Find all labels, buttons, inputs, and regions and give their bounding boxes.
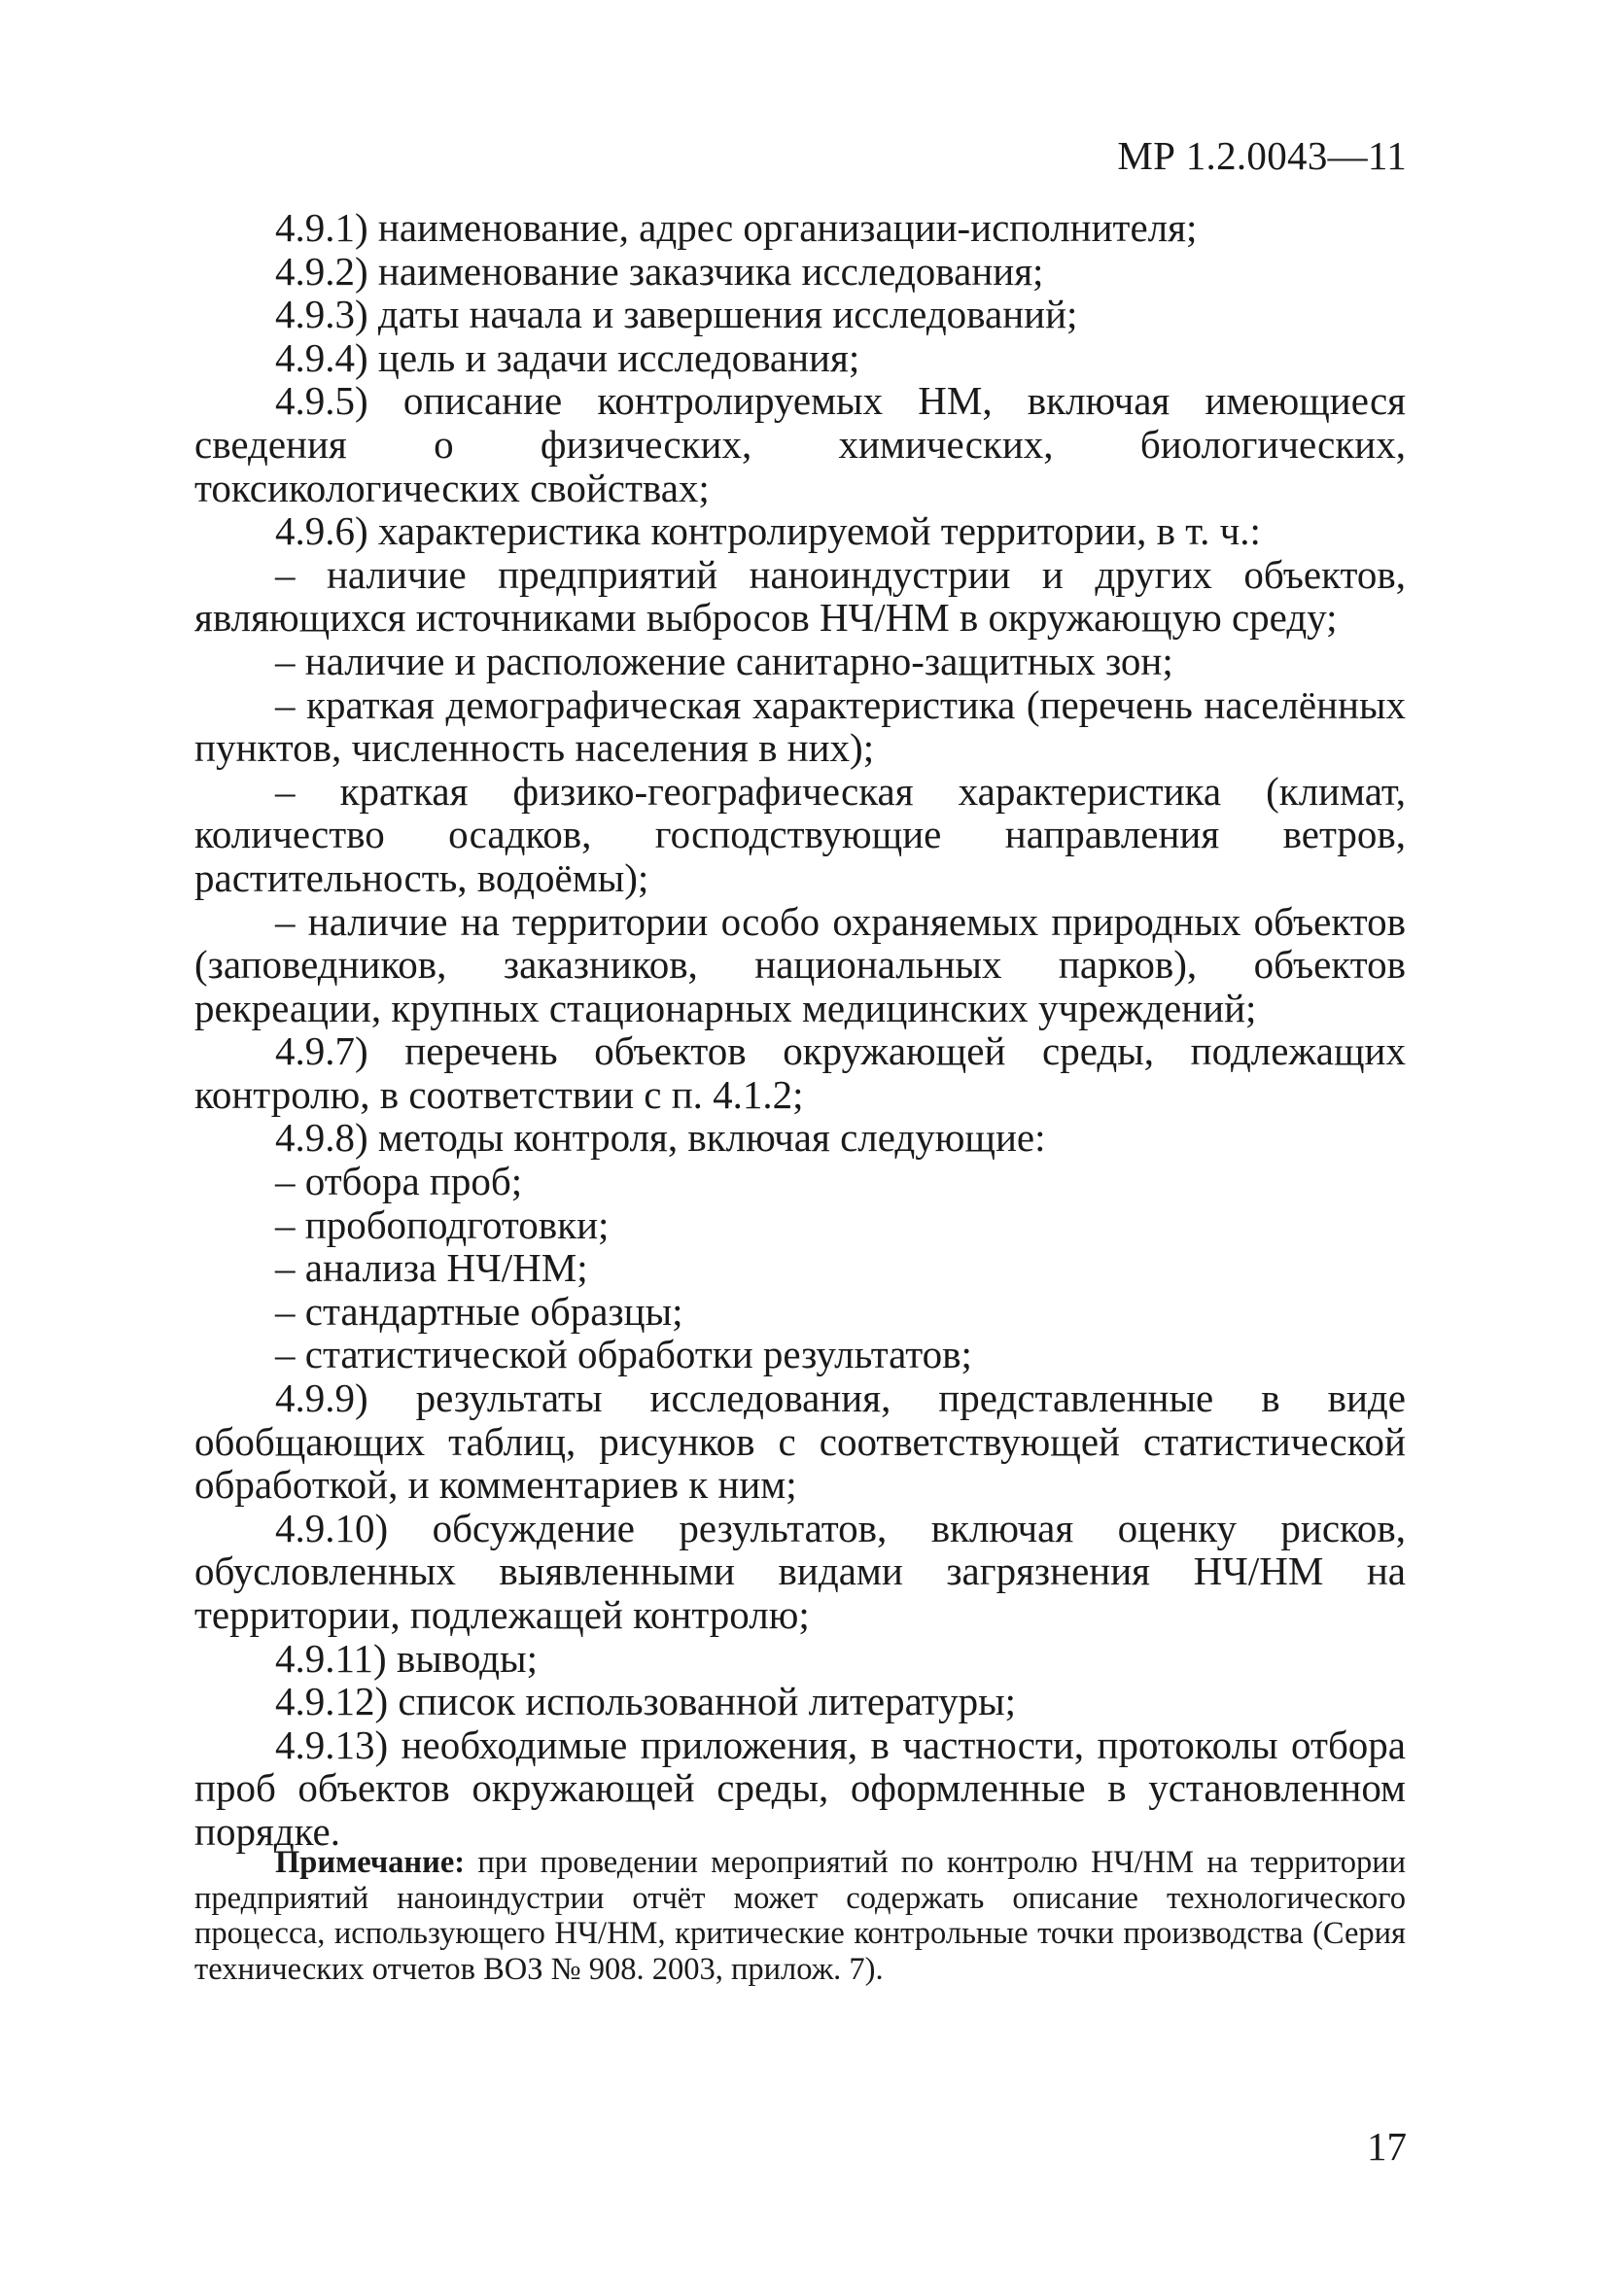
sub-item-enterprises: – наличие предприятий наноиндустрии и других объектов, являющихся источниками выбросов НЧ/НМ в окружающую среду; xyxy=(194,551,1406,641)
sub-item-analysis: – анализа НЧ/НМ; xyxy=(275,1245,588,1291)
list-item-4-9-4: 4.9.4) цель и задачи исследования; xyxy=(275,334,860,380)
document-body xyxy=(194,206,1406,1854)
list-item-4-9-1: 4.9.1) наименование, адрес организации-исполнителя; xyxy=(275,205,1198,250)
page-number: 17 xyxy=(1367,2124,1407,2169)
note-paragraph xyxy=(194,1845,1406,1987)
list-item-4-9-13: 4.9.13) необходимые приложения, в частности, протоколы отбора проб объектов окружающей среды, оформленные в установленном порядке. xyxy=(194,1722,1406,1854)
sub-item-sanitary-zones: – наличие и расположение санитарно-защитных зон; xyxy=(275,638,1173,683)
list-item-4-9-8: 4.9.8) методы контроля, включая следующие: xyxy=(275,1115,1046,1161)
note-text: при проведении мероприятий по контролю НЧ/НМ на территории предприятий наноиндустрии отчёт может содержать описание технологического процесса, использующего НЧ/НМ, критические контрольные точки производства (Серия технических отчетов ВОЗ № 908. 2003, прилож. 7). xyxy=(194,1845,1406,1987)
list-item-4-9-9: 4.9.9) результаты исследования, представленные в виде обобщающих таблиц, рисунков с соответствующей статистической обработкой, и комментариев к ним; xyxy=(194,1375,1406,1508)
note-block xyxy=(194,1845,1406,1987)
list-item-4-9-2: 4.9.2) наименование заказчика исследования; xyxy=(275,248,1044,294)
sub-item-physical-geographic: – краткая физико-географическая характеристика (климат, количество осадков, господствующие направления ветров, растительность, водоёмы); xyxy=(194,768,1406,900)
list-item-4-9-3: 4.9.3) даты начала и завершения исследований; xyxy=(275,292,1078,337)
list-item-4-9-12: 4.9.12) список использованной литературы; xyxy=(275,1679,1017,1724)
list-item-4-9-11: 4.9.11) выводы; xyxy=(275,1635,538,1681)
list-item-4-9-10: 4.9.10) обсуждение результатов, включая оценку рисков, обусловленных выявленными видами загрязнения НЧ/НМ на территории, подлежащей контролю; xyxy=(194,1505,1406,1637)
list-item-4-9-5: 4.9.5) описание контролируемых НМ, включая имеющиеся сведения о физических, химических, биологических, токсикологических свойствах; xyxy=(194,378,1406,510)
sub-item-protected-objects: – наличие на территории особо охраняемых природных объектов (заповедников, заказников, национальных парков), объектов рекреации, крупных стационарных медицинских учреждений; xyxy=(194,898,1406,1030)
note-label: Примечание: xyxy=(275,1845,466,1880)
document-code: МР 1.2.0043—11 xyxy=(1117,133,1407,178)
sub-item-demographic: – краткая демографическая характеристика (перечень населённых пунктов, численность населения в них); xyxy=(194,681,1406,771)
sub-item-statistics: – статистической обработки результатов; xyxy=(275,1332,972,1377)
sub-item-reference-samples: – стандартные образцы; xyxy=(275,1288,683,1334)
list-item-4-9-6: 4.9.6) характеристика контролируемой территории, в т. ч.: xyxy=(275,508,1261,554)
sub-item-sampling: – отбора проб; xyxy=(275,1159,523,1204)
sub-item-sample-preparation: – пробоподготовки; xyxy=(275,1201,610,1247)
list-item-4-9-7: 4.9.7) перечень объектов окружающей среды, подлежащих контролю, в соответствии с п. 4.1.2; xyxy=(194,1028,1406,1117)
